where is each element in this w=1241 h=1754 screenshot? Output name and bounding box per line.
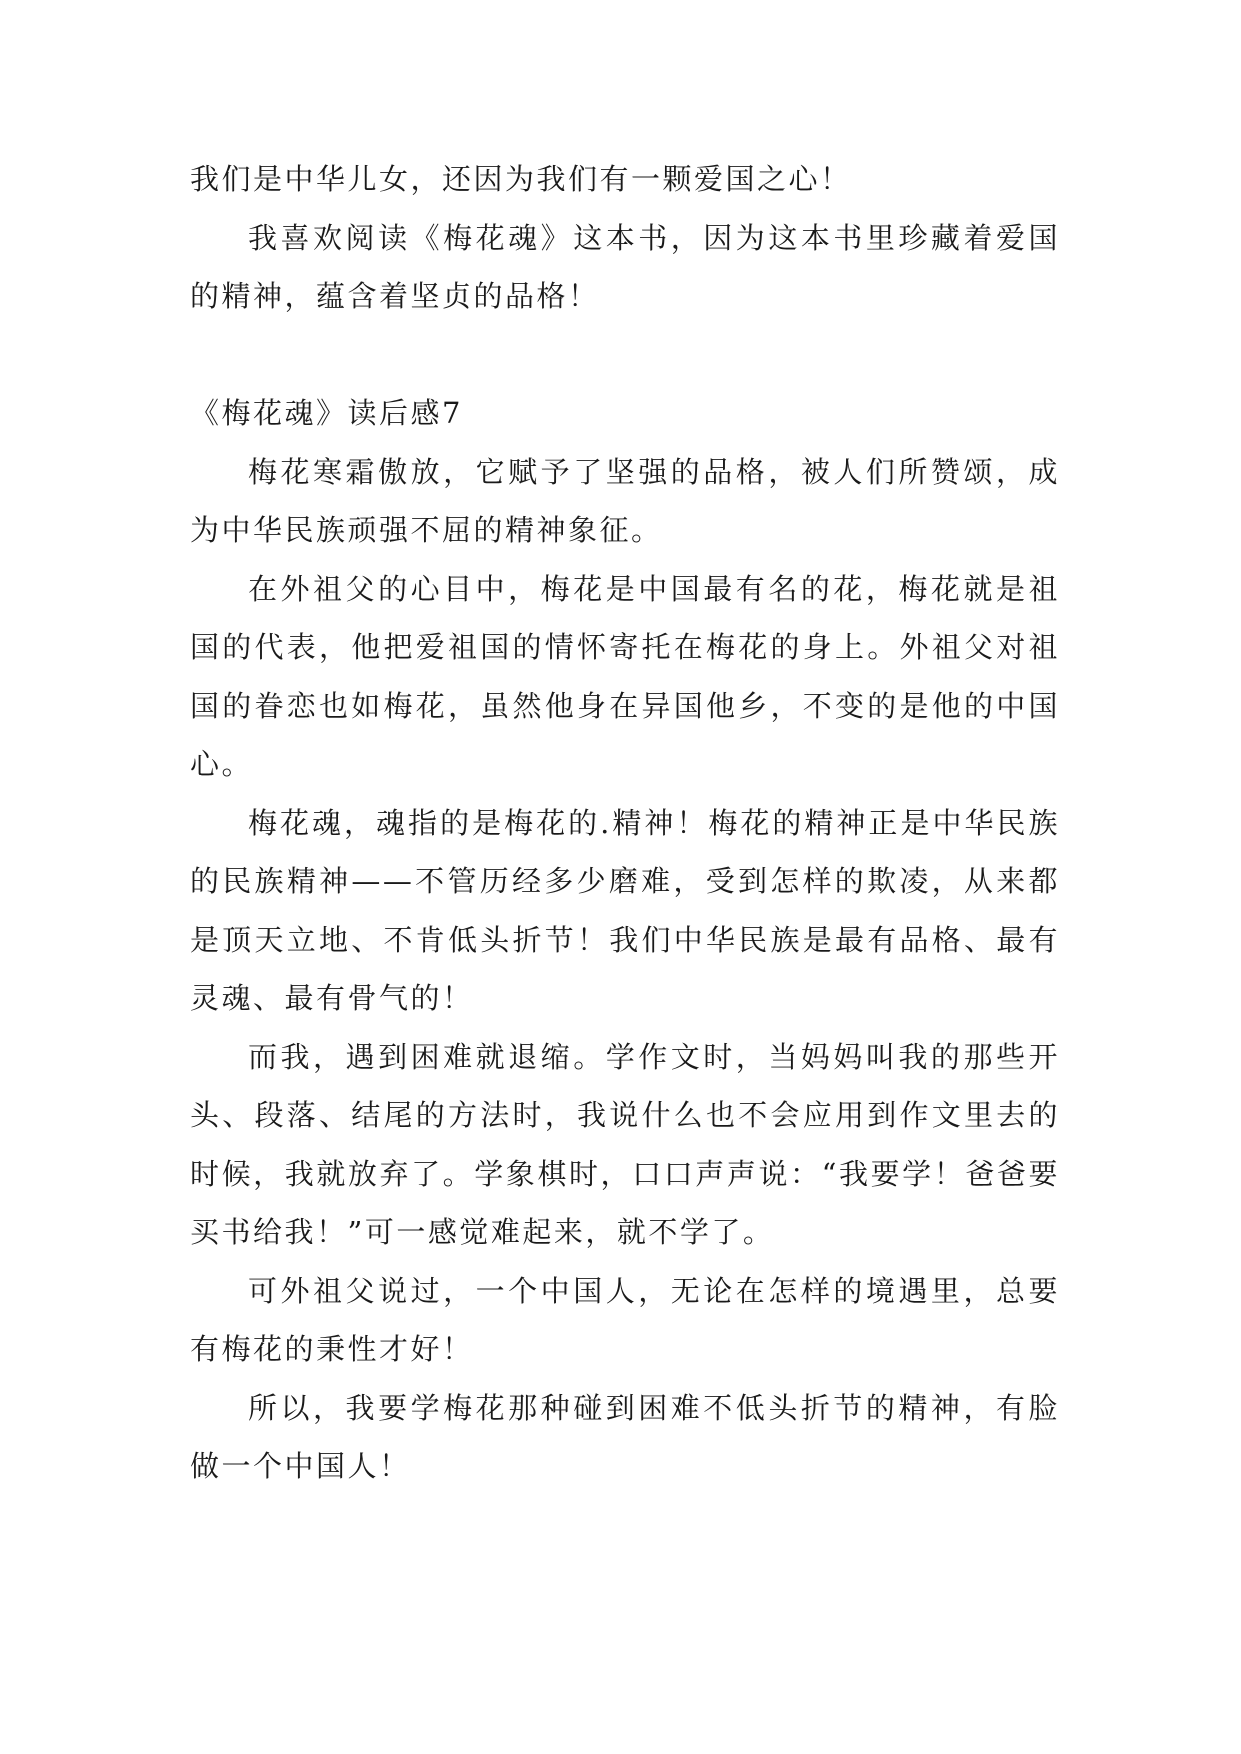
document-page — [190, 150, 1060, 1496]
paragraph-continued: 我们是中华儿女，还因为我们有一颗爱国之心！ — [190, 162, 852, 196]
paragraph: 而我，遇到困难就退缩。学作文时，当妈妈叫我的那些开头、段落、结尾的方法时，我说什么也不会应用到作文里去的时候，我就放弃了。学象棋时，口口声声说：“我要学！爸爸要买书给我！”可一感觉难起来，就不学了。 — [190, 1039, 1060, 1249]
paragraph: 可外祖父说过，一个中国人，无论在怎样的境遇里，总要有梅花的秉性才好！ — [190, 1273, 1060, 1366]
paragraph: 所以，我要学梅花那种碰到困难不低头折节的精神，有脸做一个中国人！ — [190, 1390, 1060, 1483]
section-title: 《梅花魂》读后感7 — [190, 396, 463, 430]
paragraph: 在外祖父的心目中，梅花是中国最有名的花，梅花就是祖国的代表，他把爱祖国的情怀寄托在梅花的身上。外祖父对祖国的眷恋也如梅花，虽然他身在异国他乡，不变的是他的中国心。 — [190, 571, 1060, 781]
paragraph: 我喜欢阅读《梅花魂》这本书，因为这本书里珍藏着爱国的精神，蕴含着坚贞的品格！ — [190, 220, 1060, 313]
paragraph: 梅花魂，魂指的是梅花的.精神！梅花的精神正是中华民族的民族精神——不管历经多少磨难，受到怎样的欺凌，从来都是顶天立地、不肯低头折节！我们中华民族是最有品格、最有灵魂、最有骨气的！ — [190, 805, 1060, 1015]
paragraph: 梅花寒霜傲放，它赋予了坚强的品格，被人们所赞颂，成为中华民族顽强不屈的精神象征。 — [190, 454, 1060, 547]
